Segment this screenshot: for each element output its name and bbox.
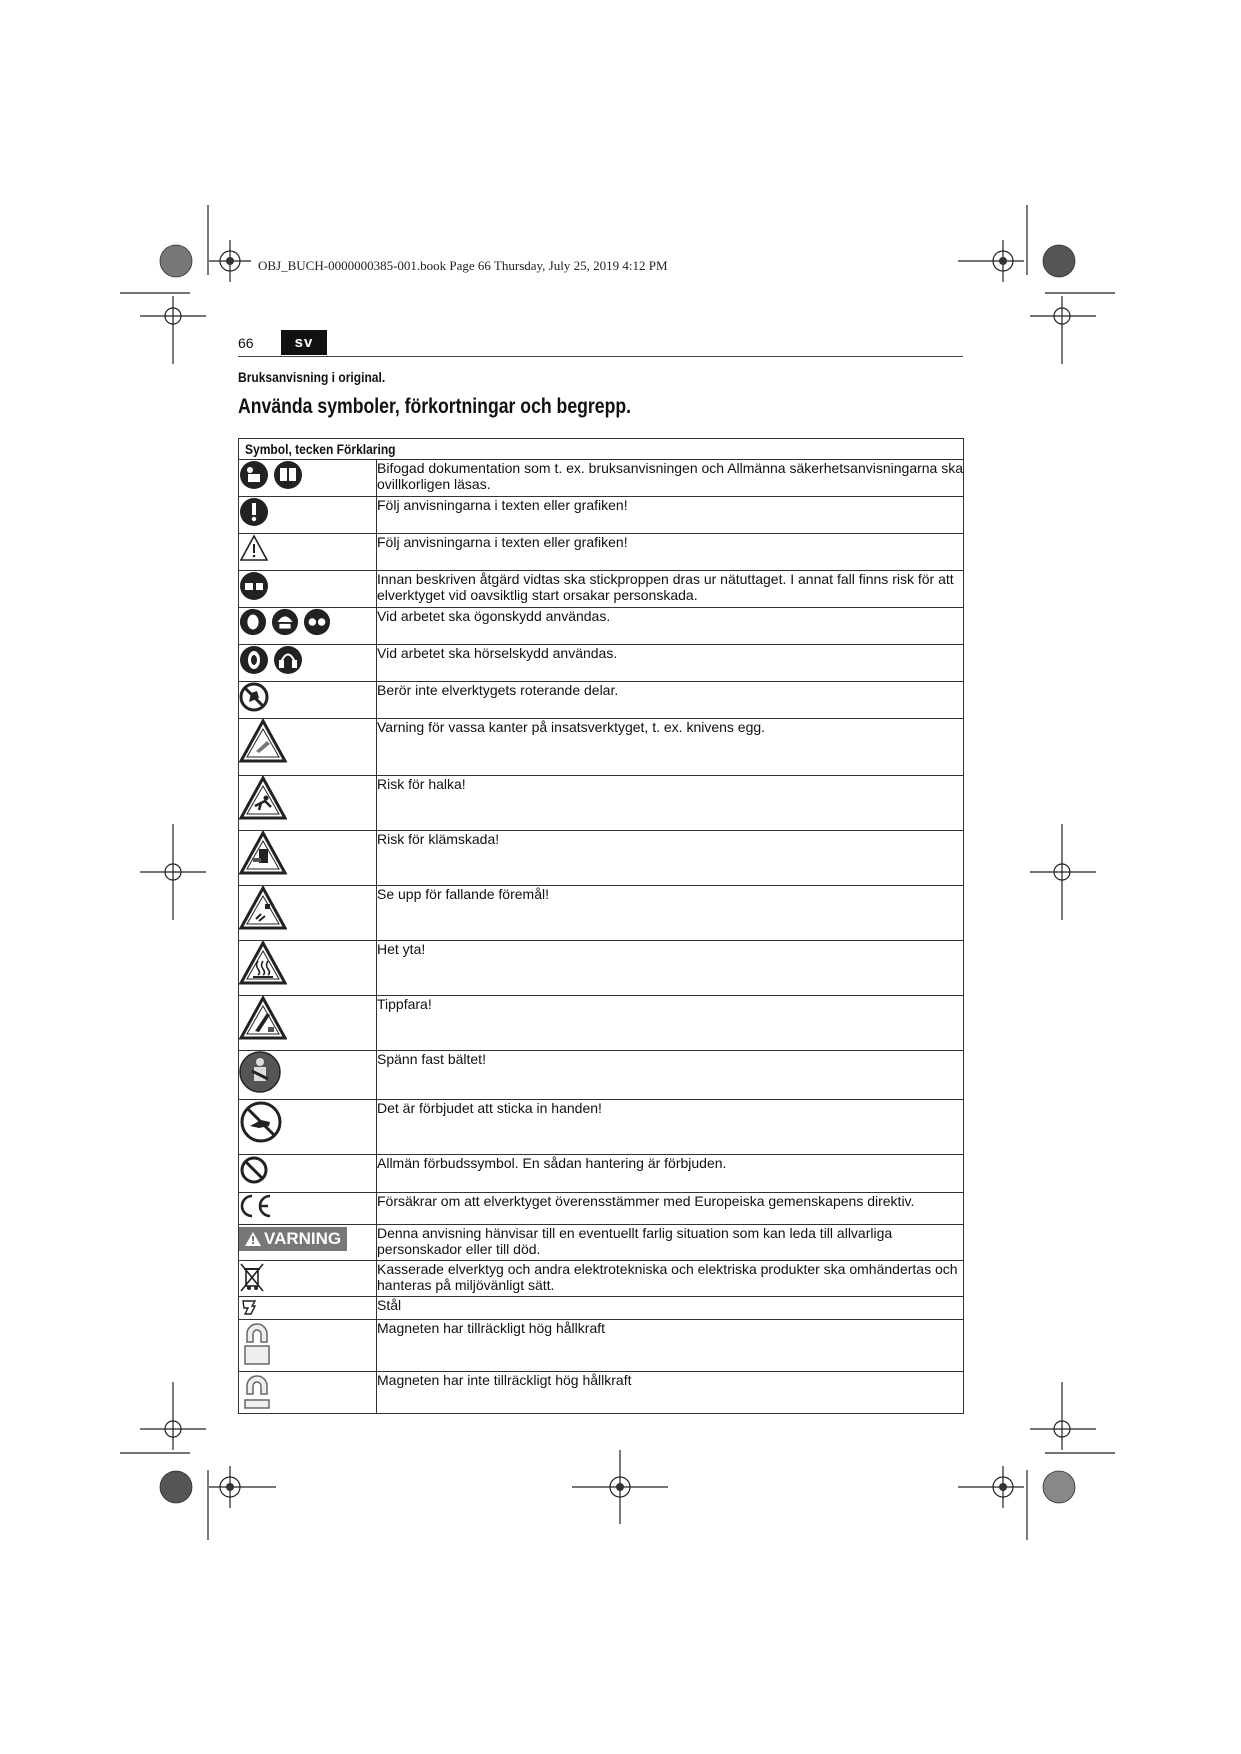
row-text: Bifogad dokumentation som t. ex. bruksanvisningen och Allmänna säkerhetsanvisningarna ska ovillkorligen läsas. bbox=[377, 460, 964, 497]
row-text: Risk för halka! bbox=[377, 776, 964, 831]
table-row bbox=[239, 1320, 964, 1372]
warning-label bbox=[239, 1227, 347, 1251]
row-text: Innan beskriven åtgärd vidtas ska stickproppen dras ur nätuttaget. I annat fall finns risk för att elverktyget vid oavsiktlig start orsakar personskada. bbox=[377, 571, 964, 608]
table-row bbox=[239, 1155, 964, 1193]
table-row bbox=[239, 1372, 964, 1414]
face-shield-icon bbox=[239, 608, 267, 636]
row-text: Berör inte elverktygets roterande delar. bbox=[377, 682, 964, 719]
row-text: Tippfara! bbox=[377, 996, 964, 1051]
steel-icon bbox=[239, 1297, 259, 1317]
table-row bbox=[239, 608, 964, 645]
row-text: Denna anvisning hänvisar till en eventuellt farlig situation som kan leda till allvarliga personskador eller till död. bbox=[377, 1225, 964, 1261]
weee-bin-icon bbox=[239, 1261, 265, 1293]
read-manual-icon bbox=[239, 460, 269, 490]
table-row bbox=[239, 1100, 964, 1155]
subtitle: Bruksanvisning i original. bbox=[238, 369, 386, 385]
table-row bbox=[239, 497, 964, 534]
row-text: Magneten har tillräckligt hög hållkraft bbox=[377, 1320, 964, 1372]
table-row bbox=[239, 941, 964, 996]
warning-label-text: VARNING bbox=[264, 1229, 342, 1248]
row-text: Het yta! bbox=[377, 941, 964, 996]
safety-goggles-icon bbox=[303, 608, 331, 636]
table-header: Symbol, tecken Förklaring bbox=[239, 439, 964, 460]
row-text: Kasserade elverktyg och andra elektrotekniska och elektriska produkter ska omhändertas och hanteras på miljövänligt sätt. bbox=[377, 1261, 964, 1297]
magnet-ok-icon bbox=[239, 1320, 275, 1366]
table-row bbox=[239, 682, 964, 719]
table-row bbox=[239, 460, 964, 497]
row-text: Varning för vassa kanter på insatsverktyget, t. ex. knivens egg. bbox=[377, 719, 964, 776]
row-text: Allmän förbudssymbol. En sådan hantering är förbjuden. bbox=[377, 1155, 964, 1193]
table-row bbox=[239, 886, 964, 941]
row-text: Spänn fast bältet! bbox=[377, 1051, 964, 1100]
tipping-hazard-icon bbox=[239, 996, 287, 1040]
table-row bbox=[239, 996, 964, 1051]
slip-hazard-icon bbox=[239, 776, 287, 820]
crush-hazard-icon bbox=[239, 831, 287, 875]
table-row bbox=[239, 776, 964, 831]
falling-objects-icon bbox=[239, 886, 287, 930]
fasten-belt-icon bbox=[239, 1051, 281, 1093]
table-row bbox=[239, 1051, 964, 1100]
row-text: Vid arbetet ska hörselskydd användas. bbox=[377, 645, 964, 682]
table-row bbox=[239, 1261, 964, 1297]
table-row bbox=[239, 571, 964, 608]
row-text: Stål bbox=[377, 1297, 964, 1320]
ear-protection-icon bbox=[239, 645, 269, 675]
book-icon bbox=[273, 460, 303, 490]
row-text: Försäkrar om att elverktyget överensstämmer med Europeiska gemenskapens direktiv. bbox=[377, 1193, 964, 1225]
row-text: Se upp för fallande föremål! bbox=[377, 886, 964, 941]
no-hand-insert-icon bbox=[239, 1100, 283, 1144]
page-number: 66 bbox=[238, 335, 254, 351]
unplug-icon bbox=[239, 571, 269, 601]
row-text: Följ anvisningarna i texten eller grafiken! bbox=[377, 534, 964, 571]
print-info-line: OBJ_BUCH-0000000385-001.book Page 66 Thursday, July 25, 2019 4:12 PM bbox=[258, 258, 668, 273]
safety-helmet-icon bbox=[271, 608, 299, 636]
symbol-table bbox=[238, 438, 964, 1414]
ear-muffs-icon bbox=[273, 645, 303, 675]
language-tab: sv bbox=[281, 330, 327, 355]
row-text: Vid arbetet ska ögonskydd användas. bbox=[377, 608, 964, 645]
table-row bbox=[239, 534, 964, 571]
prohibition-icon bbox=[239, 1155, 269, 1185]
exclamation-circle-icon bbox=[239, 497, 269, 527]
table-row bbox=[239, 719, 964, 776]
warning-triangle-icon bbox=[239, 534, 269, 562]
table-header-row bbox=[239, 439, 964, 460]
no-touch-rotating-icon bbox=[239, 682, 269, 712]
hot-surface-icon bbox=[239, 941, 287, 985]
header-rule bbox=[238, 356, 963, 357]
table-row bbox=[239, 831, 964, 886]
table-row bbox=[239, 645, 964, 682]
row-text: Magneten har inte tillräckligt hög hållkraft bbox=[377, 1372, 964, 1414]
sharp-edges-warning-icon bbox=[239, 719, 287, 763]
magnet-weak-icon bbox=[239, 1372, 275, 1410]
table-row bbox=[239, 1225, 964, 1261]
row-text: Risk för klämskada! bbox=[377, 831, 964, 886]
row-text: Följ anvisningarna i texten eller grafiken! bbox=[377, 497, 964, 534]
table-row bbox=[239, 1297, 964, 1320]
row-text: Det är förbjudet att sticka in handen! bbox=[377, 1100, 964, 1155]
ce-mark-icon bbox=[239, 1193, 273, 1219]
table-row bbox=[239, 1193, 964, 1225]
warning-triangle-icon bbox=[245, 1232, 261, 1246]
page-title: Använda symboler, förkortningar och begrepp. bbox=[238, 395, 632, 418]
